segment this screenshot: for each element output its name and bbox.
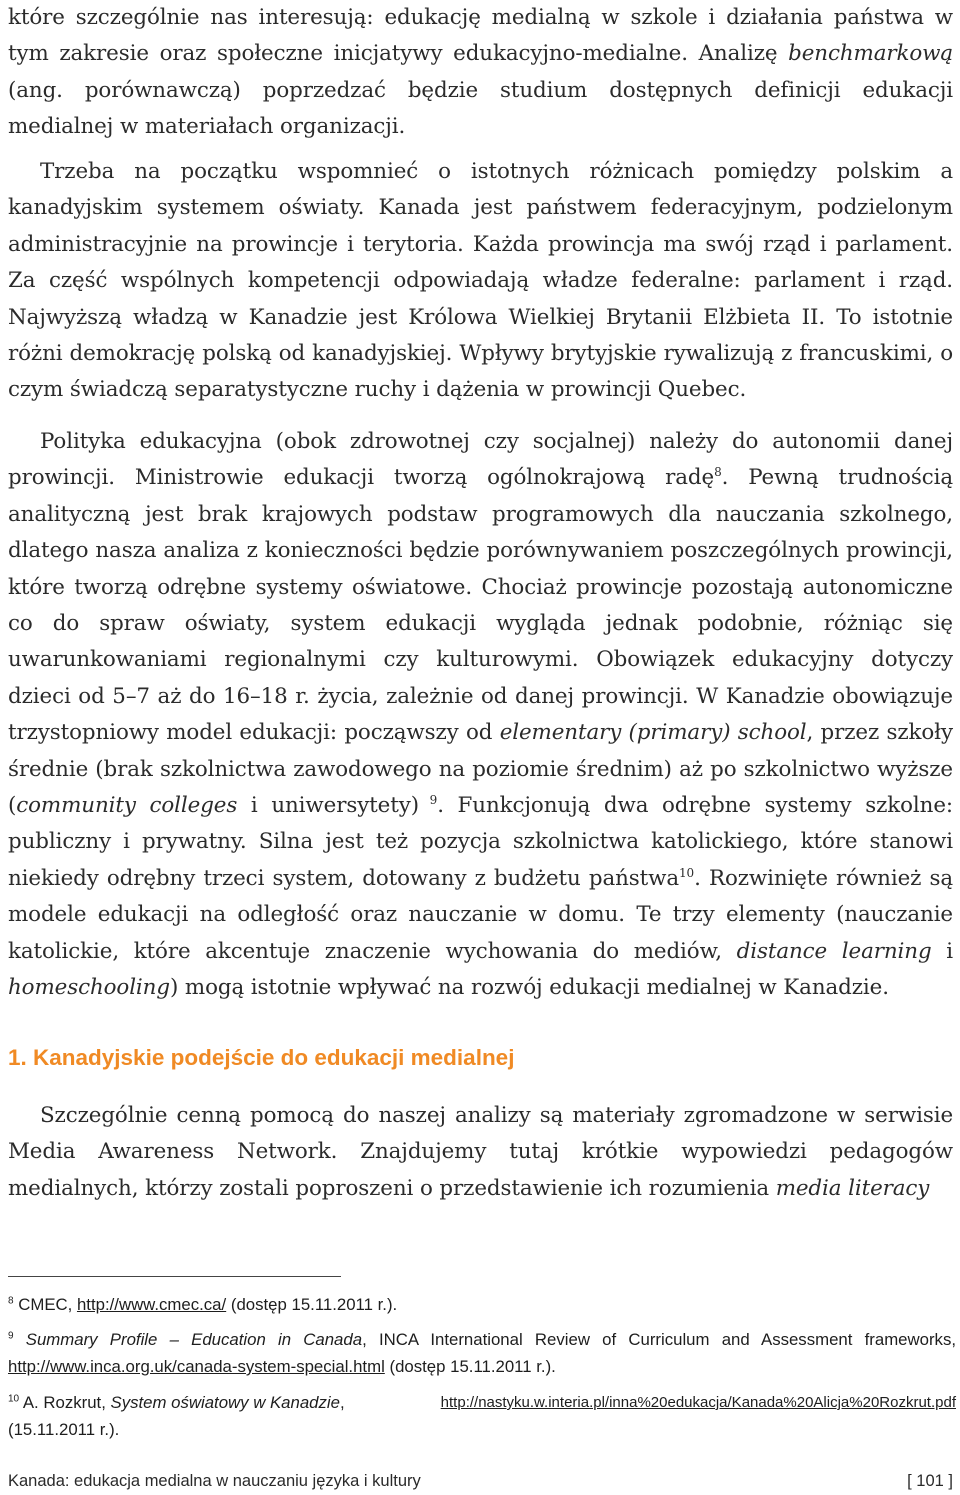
paragraph-education-policy: Polityka edukacyjna (obok zdrowotnej czy socjalnej) należy do autonomii danej prowincji. Ministrowie edukacji tworzą ogólnokrajową radę$^8$. Pewną trudnością analityczną jest brak krajowych podstaw programowych dla nauczania szkolnego, dlatego nasza analiza z konieczności będzie porównywaniem poszczególnych prowincji, które tworzą odrębne systemy oświatowe. Chociaż prowincje pozostają autonomiczne co do spraw oświaty, system edukacji wygląda jednak podobnie, różniąc się uwarunkowaniami regionalnymi czy kulturowymi. Obowiązek edukacyjny dotyczy dzieci od 5–7 aż do 16–18 r. życia, zależnie od danej prowincji. W Kanadzie obowiązuje trzystopniowy model edukacji: począwszy od elementary (primary) school, przez szkoły średnie (brak szkolnictwa zawodowego na poziomie średnim) aż po szkolnictwo wyższe (community colleges i uniwersytety) $^9$. Funkcjonują dwa odrębne systemy szkolne: publiczny i prywatny. Silna jest też pozycja szkolnictwa katolickiego, które stanowi niekiedy odrębny trzeci system, dotowany z budżetu państwa$^{10}$. Rozwinięte również są modele edukacji na odległość oraz nauczanie w domu. Te trzy elementy (nauczanie katolickie, które akcentuje znaczenie wychowania do mediów, distance learning i homeschooling) mogą istotnie wpływać na rozwój edukacji medialnej w Kanadzie. [8, 429, 953, 1001]
footnote-ref-10[interactable]: 10 [679, 865, 695, 880]
paragraph-intro-continued: które szczególnie nas interesują: edukację medialną w szkole i działania państwa w tym zakresie oraz społeczne inicjatywy edukacyjno-medialne. Analizę benchmarkową (ang. porównawczą) poprzedzać będzie studium dostępnych definicji edukacji medialnej w materiałach organizacji. [8, 5, 953, 140]
footnote-9: $^9$ Summary Profile – Education in Canada, INCA International Review of Curriculum and Assessment frameworks, http://www.inca.org.uk/canada-system-special.html (dostęp 15.11.2011 r.). [8, 1330, 956, 1376]
paragraph-canada-system: Trzeba na początku wspomnieć o istotnych różnicach pomiędzy polskim a kanadyjskim systemem oświaty. Kanada jest państwem federacyjnym, podzielonym administracyjnie na prowincje i terytoria. Każda prowincja ma swój rząd i parlament. Za część wspólnych kompetencji odpowiadają władze federalne: parlament i rząd. Najwyższą władzą w Kanadzie jest Królowa Wielkiej Brytanii Elżbieta II. To istotnie różni demokrację polską od kanadyjskiej. Wpływy brytyjskie rywalizują z francuskimi, o czym świadczą separatystyczne ruchy i dążenia w prowincji Quebec. [8, 159, 953, 403]
page-footer [8, 1472, 953, 1491]
footer-title: Kanada: edukacja medialna w nauczaniu języka i kultury [8, 1472, 421, 1490]
paragraph-media-awareness: Szczególnie cenną pomocą do naszej analizy są materiały zgromadzone w serwisie Media Awareness Network. Znajdujemy tutaj krótkie wypowiedzi pedagogów medialnych, którzy zostali poproszeni o przedstawienie ich rozumienia media literacy [8, 1103, 953, 1201]
footnote-10-line: $^{10}$ A. Rozkrut, System oświatowy w Kanadzie, http://nastyku.w.interia.pl/inna%20edukacja/Kanada%20Alicja%20Rozkrut.pdf [8, 1389, 956, 1416]
section-heading: 1. Kanadyjskie podejście do edukacji medialnej [8, 1045, 515, 1070]
footnote-8-link[interactable]: http://www.cmec.ca/ [76, 1295, 227, 1314]
term-benchmarkowa: benchmarkową [788, 41, 953, 67]
footnote-ref-9[interactable]: 9 [418, 792, 438, 807]
footnote-ref-8[interactable]: 8 [714, 465, 722, 480]
footnote-8: $^8$ CMEC, http://www.cmec.ca/ (dostęp 15.11.2011 r.). [8, 1295, 398, 1314]
footnote-10-link[interactable]: http://nastyku.w.interia.pl/inna%20edukacja/Kanada%20Alicja%20Rozkrut.pdf [440, 1394, 956, 1411]
footnote-10: $^{10}$ A. Rozkrut, System oświatowy w Kanadzie, http://nastyku.w.interia.pl/inna%20edukacja/Kanada%20Alicja%20Rozkrut.pdf (15.11.2011 r.). [8, 1389, 956, 1443]
footnote-divider [8, 1276, 341, 1277]
page-number: [ 101 ] [907, 1472, 953, 1490]
footnote-9-link[interactable]: http://www.inca.org.uk/canada-system-special.html [8, 1357, 385, 1376]
